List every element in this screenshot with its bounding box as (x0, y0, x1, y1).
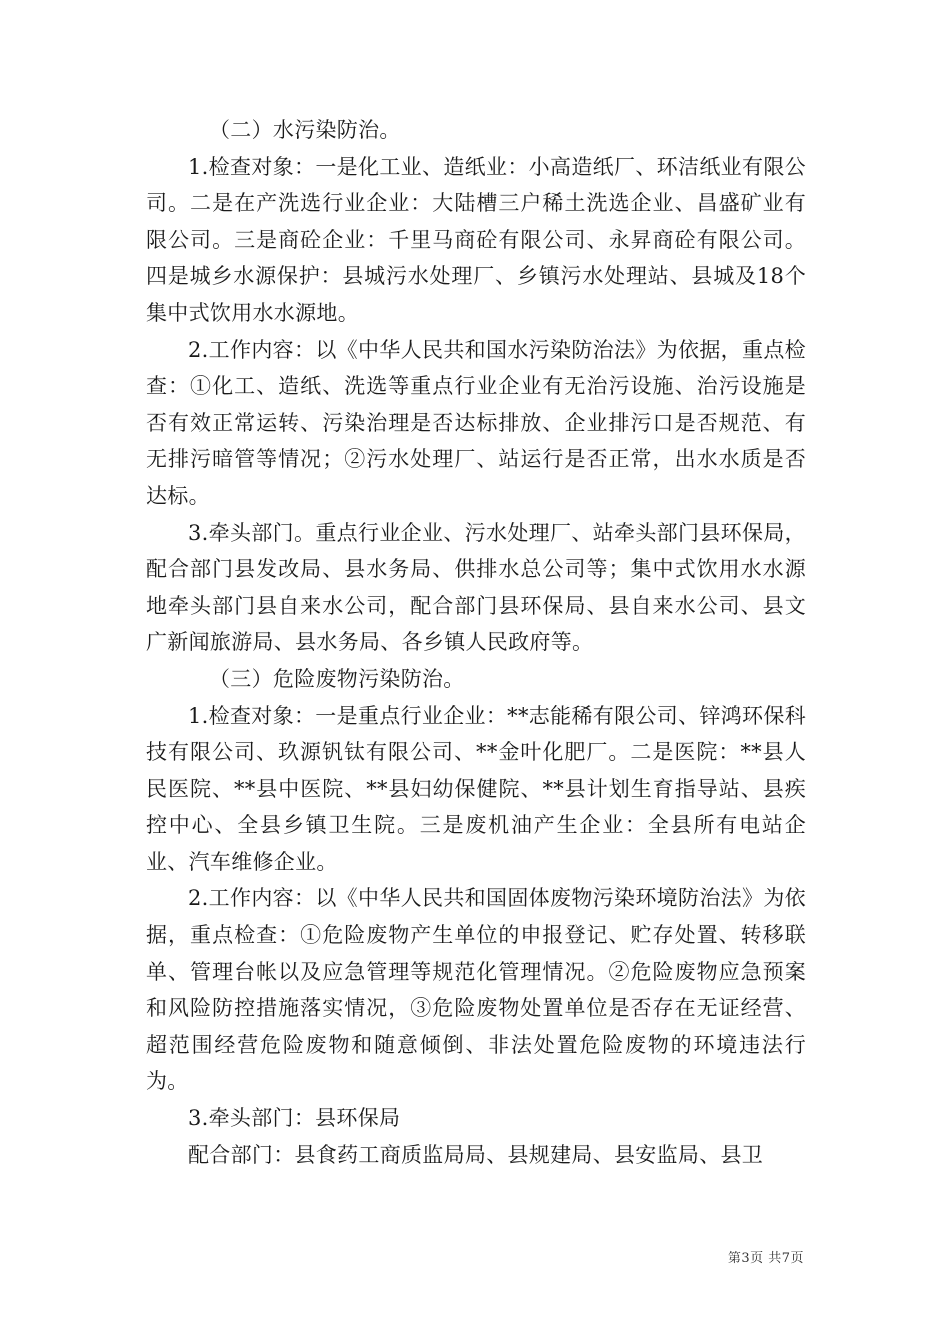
paragraph-inspection-targets-waste: 1.检查对象：一是重点行业企业：**志能稀有限公司、锌鸿环保科技有限公司、玖源钒钛有限公司、**金叶化肥厂。二是医院：**县人民医院、**县中医院、**县妇幼保健院、**县计划生育指导站、县疾控中心、全县乡镇卫生院。三是废机油产生企业：全县所有电站企业、汽车维修企业。 (146, 703, 806, 874)
paragraph-lead-department-waste: 3.牵头部门：县环保局 (188, 1106, 401, 1131)
paragraph-work-content-water: 2.工作内容：以《中华人民共和国水污染防治法》为依据，重点检查：①化工、造纸、洗选等重点行业企业有无治污设施、治污设施是否有效正常运转、污染治理是否达标排放、企业排污口是否规范、有无排污暗管等情况；②污水处理厂、站运行是否正常，出水水质是否达标。 (146, 337, 806, 508)
document-page (146, 112, 806, 1173)
section-heading-hazardous-waste: （三）危险废物污染防治。 (209, 666, 465, 691)
section-heading-water-pollution: （二）水污染防治。 (209, 118, 401, 142)
page-number-footer: 第3页 共7页 (727, 1251, 804, 1266)
paragraph-lead-departments-water: 3.牵头部门。重点行业企业、污水处理厂、站牵头部门县环保局，配合部门县发改局、县水务局、供排水总公司等；集中式饮用水水源地牵头部门县自来水公司，配合部门县环保局、县自来水公司、县文广新闻旅游局、县水务局、各乡镇人民政府等。 (146, 520, 806, 655)
paragraph-inspection-targets-water: 1.检查对象：一是化工业、造纸业：小高造纸厂、环洁纸业有限公司。二是在产洗选行业企业：大陆槽三户稀土洗选企业、昌盛矿业有限公司。三是商砼企业：千里马商砼有限公司、永昇商砼有限公司。四是城乡水源保护：县城污水处理厂、乡镇污水处理站、县城及18个集中式饮用水水源地。 (146, 154, 806, 325)
paragraph-work-content-waste: 2.工作内容：以《中华人民共和国固体废物污染环境防治法》为依据，重点检查：①危险废物产生单位的申报登记、贮存处置、转移联单、管理台帐以及应急管理等规范化管理情况。②危险废物应急预案和风险防控措施落实情况，③危险废物处置单位是否存在无证经营、超范围经营危险废物和随意倾倒、非法处置危险废物的环境违法行为。 (146, 886, 806, 1094)
paragraph-cooperating-departments-waste: 配合部门：县食药工商质监局局、县规建局、县安监局、县卫 (188, 1142, 764, 1167)
